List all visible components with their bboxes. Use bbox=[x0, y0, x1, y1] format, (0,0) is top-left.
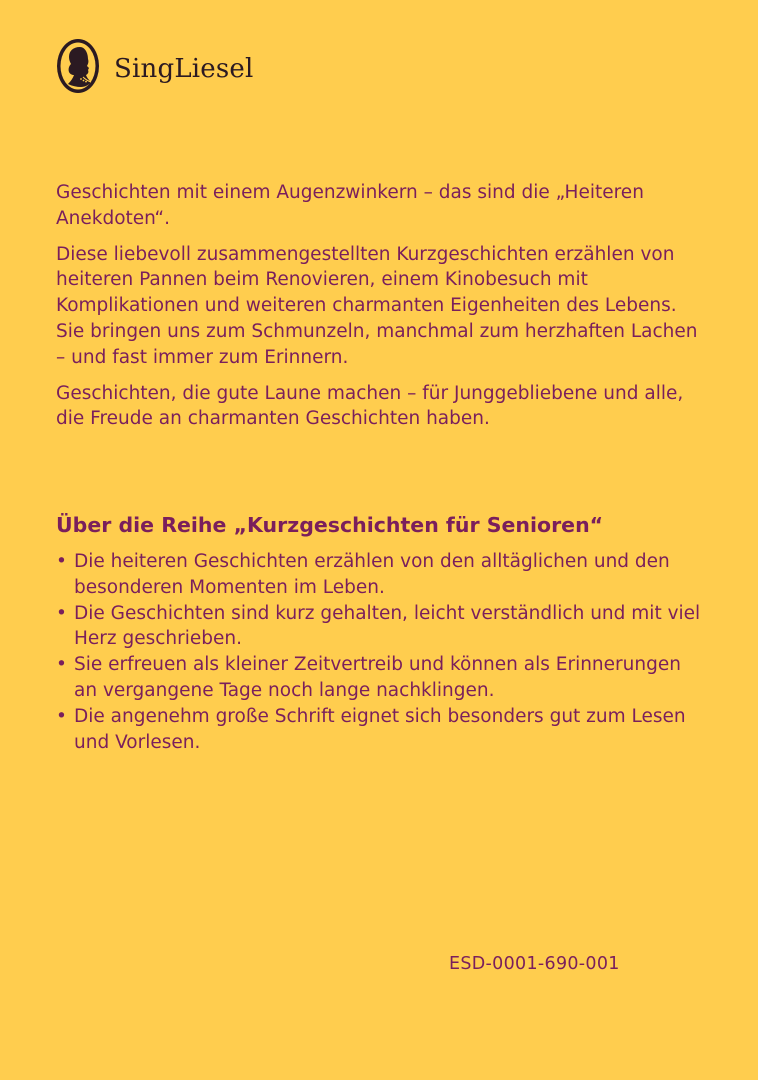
brand-name: SingLiesel bbox=[114, 54, 254, 84]
list-item: • Sie erfreuen als kleiner Zeitvertreib und können als Erinnerungen an vergangene Tage noch lange nachklingen. bbox=[56, 652, 706, 704]
list-item: • Die Geschichten sind kurz gehalten, leicht verständlich und mit viel Herz geschrieben. bbox=[56, 601, 706, 653]
intro-paragraph: Geschichten mit einem Augenzwinkern – das sind die „Heiteren Anekdoten“. bbox=[56, 182, 644, 229]
list-item: • Die angenehm große Schrift eignet sich besonders gut zum Lesen und Vorlesen. bbox=[56, 704, 706, 756]
product-code: ESD-0001-690-001 bbox=[449, 954, 620, 974]
series-title: Über die Reihe „Kurzgeschichten für Senioren“ bbox=[56, 513, 604, 537]
list-item: • Die heiteren Geschichten erzählen von den alltäglichen und den besonderen Momenten im Leben. bbox=[56, 549, 706, 601]
woman-silhouette-cameo-icon bbox=[56, 38, 100, 94]
intro-text bbox=[56, 180, 706, 442]
intro-paragraph: Geschichten, die gute Laune machen – für Junggebliebene und alle, die Freude an charmanten Geschichten haben. bbox=[56, 382, 684, 430]
brand-logo bbox=[56, 38, 254, 94]
intro-paragraph: Diese liebevoll zusammengestellten Kurzgeschichten erzählen von heiteren Pannen beim Renovieren, einem Kinobesuch mit Komplikationen und weiteren charmanten Eigenheiten des Lebens. Sie bringen uns zum Schmunzeln, manchmal zum herzhaften Lachen – und fast immer zum Erinnern. bbox=[56, 243, 698, 368]
series-bullet-list bbox=[56, 549, 706, 755]
